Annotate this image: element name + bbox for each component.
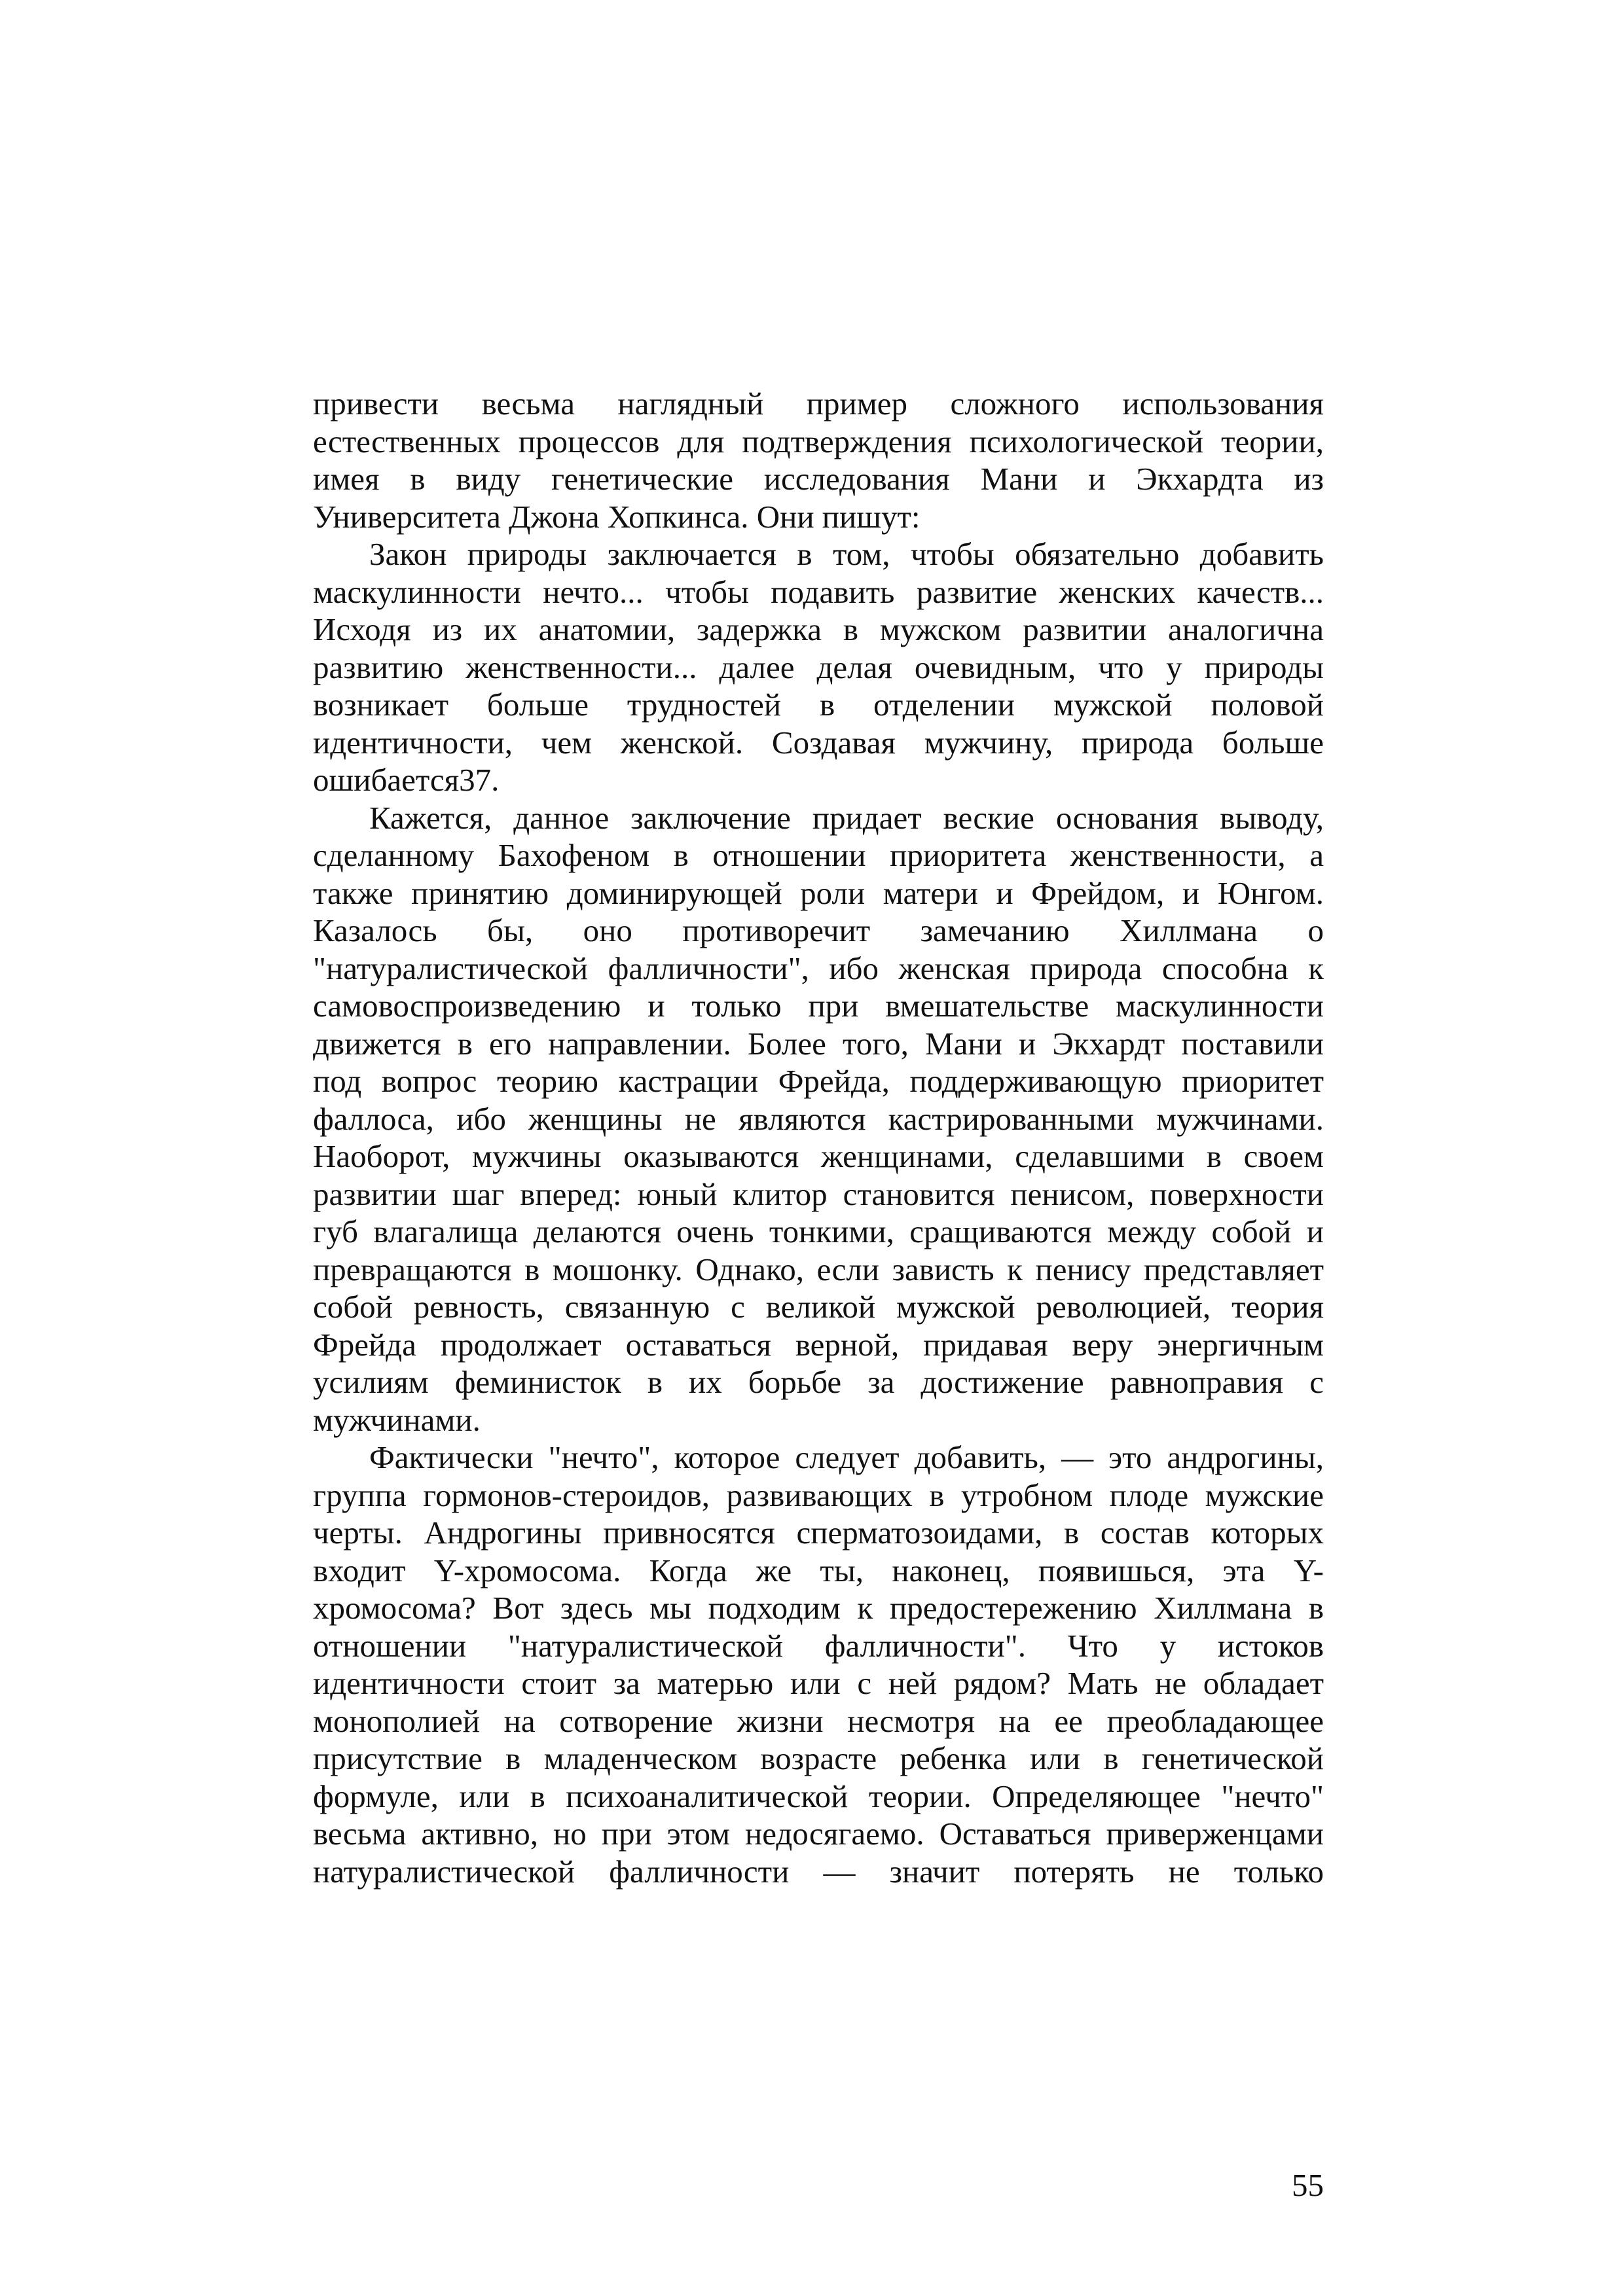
paragraph bbox=[313, 799, 1324, 1439]
paragraph bbox=[313, 1439, 1324, 1890]
text-line: Фактически "нечто", которое следует добавить, — это андрогины, bbox=[369, 1439, 1324, 1475]
text-line: черты. Андрогины привносятся сперматозоидами, в состав которых bbox=[313, 1515, 1324, 1551]
text-line: отношении "натуралистической фалличности". Что у истоков bbox=[313, 1627, 1324, 1664]
text-line: формуле, или в психоаналитической теории. Определяющее "нечто" bbox=[313, 1778, 1324, 1814]
text-line: Наоборот, мужчины оказываются женщинами, сделавшими в своем bbox=[313, 1138, 1324, 1174]
text-line: Закон природы заключается в том, чтобы обязательно добавить bbox=[369, 536, 1324, 572]
paragraph bbox=[313, 535, 1324, 799]
text-line: возникает больше трудностей в отделении мужской половой bbox=[313, 687, 1324, 723]
text-line: входит Y-хромосома. Когда же ты, наконец, появишься, эта Y- bbox=[313, 1552, 1324, 1588]
page-number: 55 bbox=[1292, 2167, 1324, 2203]
text-line: группа гормонов-стероидов, развивающих в утробном плоде мужские bbox=[313, 1477, 1324, 1513]
text-line: Исходя из их анатомии, задержка в мужском развитии аналогична bbox=[313, 611, 1324, 647]
text-line: весьма активно, но при этом недосягаемо. Оставаться приверженцами bbox=[313, 1816, 1324, 1852]
text-line: ошибается37. bbox=[313, 762, 500, 798]
text-line: присутствие в младенческом возрасте ребенка или в генетической bbox=[313, 1740, 1324, 1776]
text-line: собой ревность, связанную с великой мужской революцией, теория bbox=[313, 1289, 1324, 1325]
body-text bbox=[313, 385, 1324, 1890]
text-line: идентичности стоит за матерью или с ней рядом? Мать не обладает bbox=[313, 1665, 1324, 1701]
text-line: идентичности, чем женской. Создавая мужчину, природа больше bbox=[313, 724, 1324, 761]
text-line: имея в виду генетические исследования Мани и Экхардта из bbox=[313, 461, 1324, 497]
text-line: под вопрос теорию кастрации Фрейда, поддерживающую приоритет bbox=[313, 1063, 1324, 1099]
text-line: развитии шаг вперед: юный клитор становится пенисом, поверхности bbox=[313, 1175, 1324, 1212]
paragraph bbox=[313, 385, 1324, 535]
text-line: фаллоса, ибо женщины не являются кастрированными мужчинами. bbox=[313, 1100, 1324, 1137]
text-line: привести весьма наглядный пример сложного использования bbox=[313, 386, 1324, 422]
text-line: Казалось бы, оно противоречит замечанию Хиллмана о bbox=[313, 912, 1324, 948]
text-line: развитию женственности... далее делая очевидным, что у природы bbox=[313, 649, 1324, 685]
text-line: маскулинности нечто... чтобы подавить развитие женских качеств... bbox=[313, 573, 1324, 610]
text-line: сделанному Бахофеном в отношении приоритета женственности, а bbox=[313, 837, 1324, 873]
text-line: губ влагалища делаются очень тонкими, сращиваются между собой и bbox=[313, 1213, 1324, 1249]
text-line: также принятию доминирующей роли матери и Фрейдом, и Юнгом. bbox=[313, 874, 1324, 911]
text-line: хромосома? Вот здесь мы подходим к предостережению Хиллмана в bbox=[313, 1590, 1324, 1626]
text-line: движется в его направлении. Более того, Мани и Экхардт поставили bbox=[313, 1025, 1324, 1062]
text-line: естественных процессов для подтверждения психологической теории, bbox=[313, 423, 1324, 459]
text-line: Фрейда продолжает оставаться верной, придавая веру энергичным bbox=[313, 1326, 1324, 1363]
text-line: монополией на сотворение жизни несмотря на ее преобладающее bbox=[313, 1702, 1324, 1739]
text-line: Университета Джона Хопкинса. Они пишут: bbox=[313, 498, 921, 535]
text-line: натуралистической фалличности — значит потерять не только bbox=[313, 1853, 1324, 1890]
text-line: мужчинами. bbox=[313, 1401, 481, 1438]
text-line: Кажется, данное заключение придает веские основания выводу, bbox=[369, 799, 1324, 836]
text-line: самовоспроизведению и только при вмешательстве маскулинности bbox=[313, 988, 1324, 1024]
text-line: "натуралистической фалличности", ибо женская природа способна к bbox=[313, 950, 1324, 986]
text-line: превращаются в мошонку. Однако, если зависть к пенису представляет bbox=[313, 1251, 1324, 1287]
text-line: усилиям феминисток в их борьбе за достижение равноправия с bbox=[313, 1364, 1324, 1400]
